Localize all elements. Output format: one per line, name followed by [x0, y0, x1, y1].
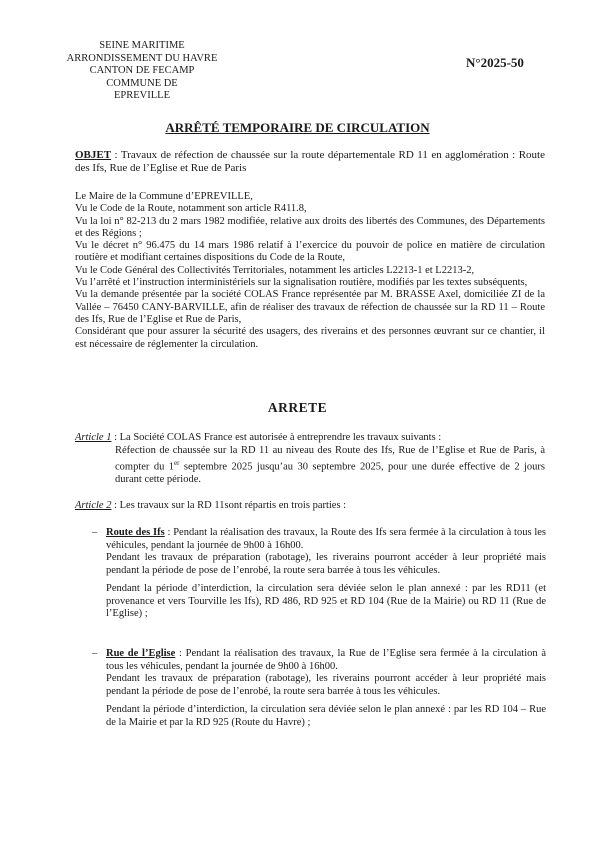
section-route-des-ifs: [92, 527, 546, 627]
visa-line: Vu l’arrêté et l’instruction interministériels sur la signalisation routière, modifiés par les textes subséquents,: [75, 277, 528, 289]
visa-line: Vu le Code de la Route, notamment son article R411.8,: [75, 203, 307, 215]
visa-line: Vu le Code Général des Collectivités Territoriales, notamment les articles L2213-1 et L2213-2,: [75, 264, 475, 276]
visa-line: Vu la loi n° 82-213 du 2 mars 1982 modifiée, relative aux droits des libertés des Communes, des Départements et des Régions ;: [75, 215, 545, 239]
article-2: [75, 500, 545, 513]
objet-text: : Travaux de réfection de chaussée sur la route départementale RD 11 en agglomération : Route des Ifs, Rue de l’Eglise et Rue de Paris: [75, 149, 545, 174]
header-line: COMMUNE DE: [106, 77, 178, 89]
header-line: CANTON DE FECAMP: [89, 65, 195, 76]
list-dash: –: [92, 648, 98, 659]
list-dash: –: [92, 527, 98, 538]
header-line: ARRONDISSEMENT DU HAVRE: [66, 52, 218, 64]
header-line: SEINE MARITIME: [99, 40, 185, 51]
section-name: Route des Ifs: [106, 527, 165, 538]
visa-line: Le Maire de la Commune d’EPREVILLE,: [75, 191, 253, 202]
article-1-description: Réfection de chaussée sur la RD 11 au niveau des Route des Ifs, Rue de l’Eglise et Rue de Paris, à compter du 1er septembre 2025 jusqu’au 30 septembre 2025, pour une durée effective de 2 jours durant cette période.: [115, 444, 546, 485]
article-2-lead: : Les travaux sur la RD 11sont répartis en trois parties :: [111, 500, 347, 511]
objet-label: OBJET: [75, 149, 112, 161]
visa-line: Vu le décret n° 96.475 du 14 mars 1986 relatif à l’exercice du pouvoir de police en matière de circulation routière et modifiant certaines dispositions du Code de la Route,: [75, 240, 545, 264]
article-2-label: Article 2: [75, 500, 112, 511]
article-1: [75, 432, 545, 487]
article-1-label: Article 1: [75, 432, 112, 443]
section-paragraph: Pendant la période d’interdiction, la circulation sera déviée selon le plan annexé : par les RD 104 – Rue de la Mairie et par la RD 925 (Route du Havre) ;: [106, 704, 546, 728]
section-name: Rue de l’Eglise: [106, 648, 176, 659]
document-title: ARRÊTÉ TEMPORAIRE DE CIRCULATION: [165, 120, 430, 135]
section-lead: : Pendant la réalisation des travaux, la Rue de l’Eglise sera fermée à la circulation à tous les véhicules, pendant la journée de 9h00 à 16h00.: [106, 648, 546, 672]
section-rue-de-l-eglise: [92, 648, 546, 735]
decree-number: N°2025-50: [466, 55, 524, 70]
section-paragraph: Pendant les travaux de préparation (rabotage), les riverains pourront accéder à leur propriété mais pendant la période de pose de l’enrobé, la route sera barrée à tous les véhicules.: [106, 552, 546, 576]
section-paragraph: Pendant la période d’interdiction, la circulation sera déviée selon le plan annexé : par les RD11 (et provenance et vers Tourville les Ifs), RD 486, RD 925 et RD 104 (Rue de la Mairie) ou RD 11 (Rue de l’Eglise) ;: [106, 583, 546, 619]
arrete-heading: ARRETE: [267, 400, 328, 415]
header-line: EPREVILLE: [114, 90, 170, 101]
section-paragraph: Pendant les travaux de préparation (rabotage), les riverains pourront accéder à leur propriété mais pendant la période de pose de l’enrobé, la route sera barrée à tous les véhicules.: [106, 673, 546, 697]
administrative-header: [62, 40, 222, 103]
visa-line: Vu la demande présentée par la société COLAS France représentée par M. BRASSE Axel, domiciliée ZI de la Vallée – 76450 CANY-BARVILLE, afin de réaliser des travaux de réfection de chaussée sur la RD 11 – Route des Ifs, Rue de l’Eglise et Rue de Paris,: [75, 289, 545, 325]
article-1-lead: : La Société COLAS France est autorisée à entreprendre les travaux suivants :: [111, 432, 442, 443]
visas-block: [75, 191, 545, 351]
objet-paragraph: [75, 149, 545, 175]
visa-line: Considérant que pour assurer la sécurité des usagers, des riverains et des personnes œuvrant sur ce chantier, il est nécessaire de réglementer la circulation.: [75, 326, 545, 350]
section-lead: : Pendant la réalisation des travaux, la Route des Ifs sera fermée à la circulation à tous les véhicules, pendant la journée de 9h00 à 16h00.: [106, 527, 546, 551]
